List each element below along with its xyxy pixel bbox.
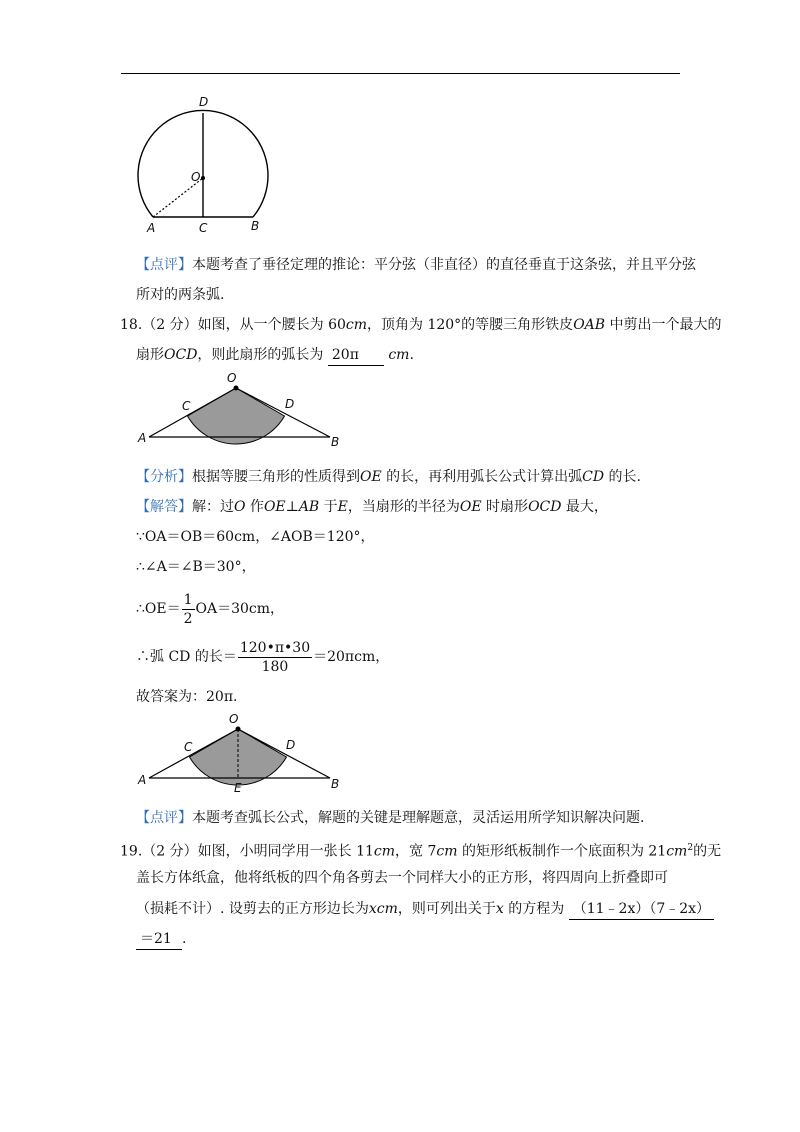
comment18-line: 【点评】本题考查弧长公式，解题的关键是理解题意，灵活运用所学知识解决问题.: [136, 810, 645, 826]
label-O: O: [191, 170, 201, 184]
label-B: B: [251, 219, 260, 233]
answer-blank: 20π: [328, 345, 384, 366]
comment17-line1: 【点评】本题考查了垂径定理的推论：平分弦（非直径）的直径垂直于这条弦，并且平分弦: [136, 257, 696, 273]
question18-line1: 18.（2 分）如图，从一个腰长为 60cm，顶角为 120°的等腰三角形铁皮OAB 中剪出一个最大的: [120, 317, 722, 333]
label-C: C: [199, 221, 208, 235]
solution-line2: ∵OA＝OB＝60cm，∠AOB＝120°，: [136, 529, 375, 545]
figure-circle-chord: [135, 90, 285, 240]
question19-line3: （损耗不计）. 设剪去的正方形边长为xcm，则可列出关于x 的方程为 （11﹣2x）（7﹣2x）: [136, 899, 714, 920]
label-D: D: [285, 397, 295, 411]
answer-blank-part1: （11﹣2x）（7﹣2x）: [569, 899, 714, 920]
solution-line1: 【解答】解：过O 作OE⊥AB 于E，当扇形的半径为OE 时扇形OCD 最大，: [136, 499, 608, 515]
label-O: O: [227, 371, 237, 385]
label-A: A: [147, 221, 156, 235]
question19-line2: 盖长方体纸盒，他将纸板的四个角各剪去一个同样大小的正方形，将四周向上折叠即可: [136, 870, 668, 886]
figure-sector-triangle-with-height: [135, 708, 355, 798]
label-B: B: [331, 777, 340, 791]
analysis-line: 【分析】根据等腰三角形的性质得到OE 的长，再利用弧长公式计算出弧CD 的长.: [136, 469, 641, 485]
question19-line1: 19.（2 分）如图，小明同学用一张长 11cm，宽 7cm 的矩形纸板制作一个底面积为 $21cm^2$的无: [120, 843, 722, 860]
question18-line2: 扇形OCD，则此扇形的弧长为 20π cm.: [136, 345, 414, 366]
label-E: E: [234, 781, 242, 795]
label-D: D: [199, 95, 209, 109]
question19-line4: ＝21 .: [136, 929, 186, 950]
fraction-one-half: $\frac{1}{2}$: [183, 591, 193, 627]
solution-line6: 故答案为：20π.: [136, 689, 238, 705]
header-rule: [121, 73, 680, 74]
answer-blank-part2: ＝21: [136, 929, 182, 950]
solution-line4: ∴OE＝ $\frac{1}{2}$ OA＝30cm，: [136, 591, 285, 627]
label-A: A: [138, 773, 147, 787]
label-C: C: [184, 740, 193, 754]
label-D: D: [286, 738, 296, 752]
label-O: O: [229, 712, 239, 726]
figure-sector-triangle: [135, 368, 355, 453]
comment17-line2: 所对的两条弧.: [136, 287, 225, 303]
label-C: C: [182, 399, 191, 413]
comment-tag: 【点评】: [136, 257, 192, 273]
label-B: B: [331, 435, 340, 449]
fraction-arc-length: $\frac{120•\pi•30}{180}$: [239, 639, 311, 675]
solution-line3: ∴∠A＝∠B＝30°，: [136, 559, 256, 575]
label-A: A: [138, 431, 147, 445]
solution-line5: ∴弧 CD 的长＝ $\frac{120•\pi•30}{180}$ ＝20πcm，: [136, 639, 390, 675]
